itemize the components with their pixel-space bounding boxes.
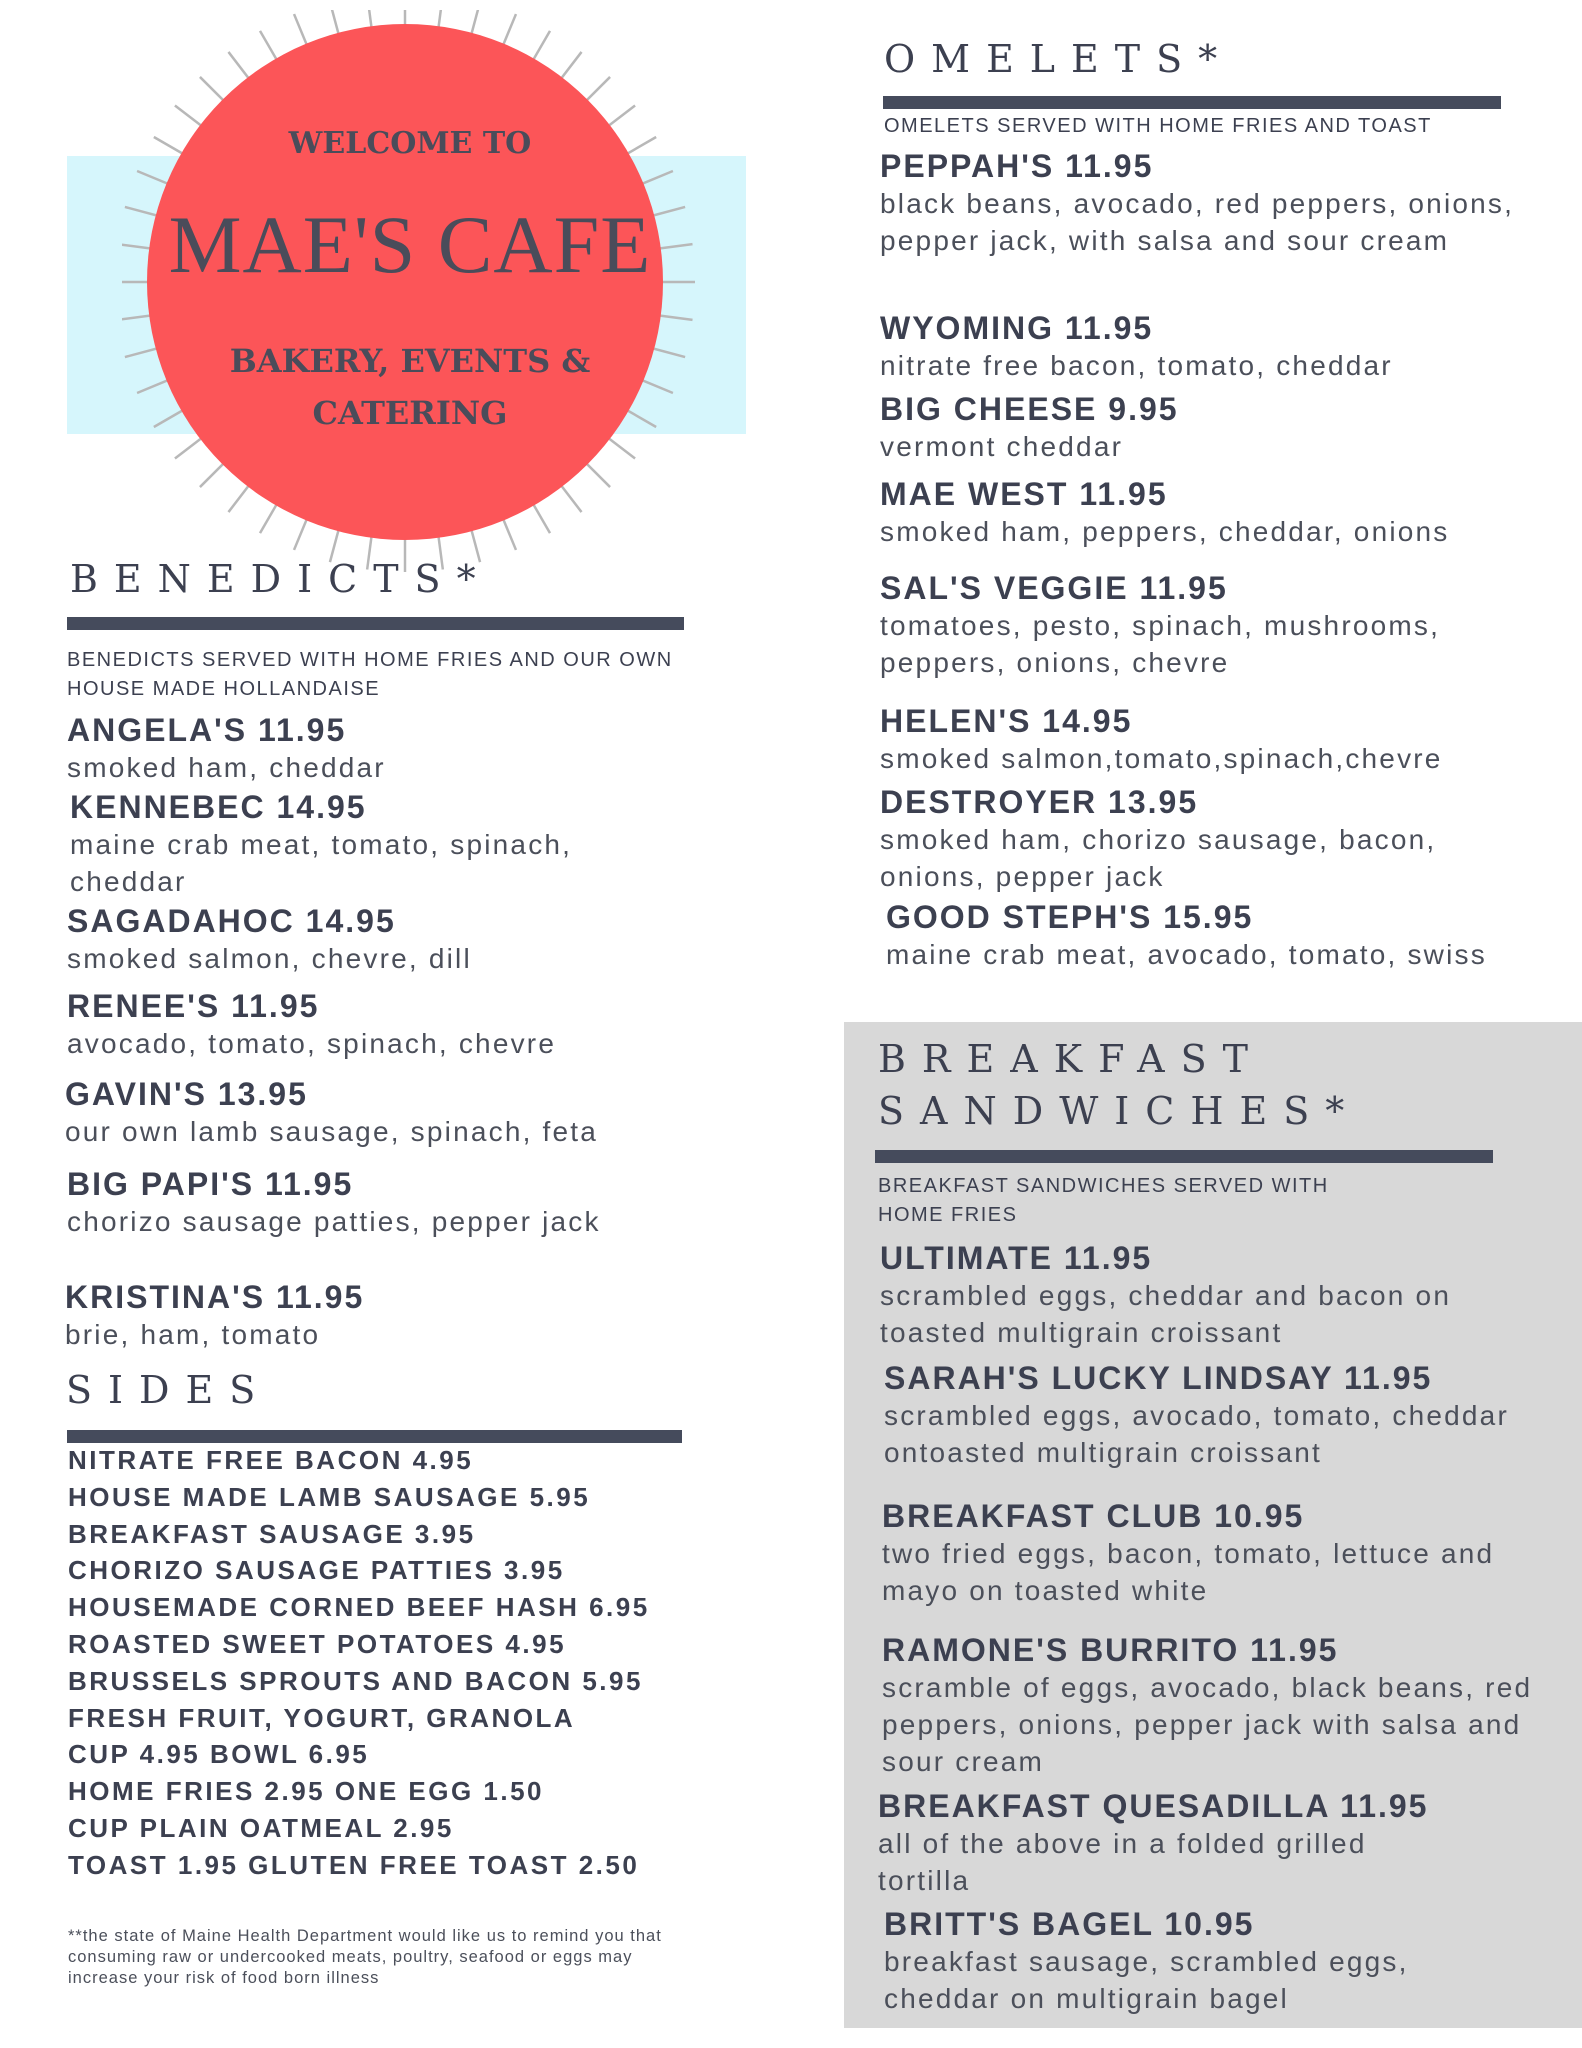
- item-description: smoked salmon,tomato,spinach,chevre: [880, 743, 1443, 774]
- omelets-title: OMELETS*: [884, 37, 1234, 81]
- item-name: WYOMING 11.95: [880, 310, 1154, 346]
- benedicts-title: BENEDICTS*: [70, 557, 492, 601]
- item-name: RAMONE'S BURRITO 11.95: [882, 1632, 1339, 1668]
- menu-item-sals-veggie: [880, 569, 1520, 681]
- menu-item-gavins: [65, 1075, 725, 1150]
- menu-item-sarahs-lucky-lindsay: [884, 1359, 1564, 1471]
- health-footnote: **the state of Maine Health Department would like us to remind you that consuming raw or undercooked meats, poultry, seafood or eggs may increase your risk of food born illness: [68, 1927, 662, 1987]
- menu-item-kennebec: [70, 788, 670, 900]
- logo-subtitle-line1: BAKERY, EVENTS &: [229, 342, 591, 380]
- item-description: breakfast sausage, scrambled eggs, cheddar on multigrain bagel: [884, 1946, 1409, 2014]
- item-name: BIG CHEESE 9.95: [880, 391, 1179, 427]
- sandwiches-divider: [875, 1150, 1493, 1163]
- logo-subtitle-line2: CATERING: [312, 394, 508, 432]
- sides-item: CUP 4.95 BOWL 6.95: [68, 1739, 370, 1770]
- omelets-subtitle: OMELETS SERVED WITH HOME FRIES AND TOAST: [884, 115, 1432, 137]
- item-name: BREAKFAST QUESADILLA 11.95: [878, 1788, 1429, 1824]
- menu-item-peppahs: [880, 147, 1520, 259]
- item-name: MAE WEST 11.95: [880, 476, 1168, 512]
- item-description: scrambled eggs, avocado, tomato, cheddar ontoasted multigrain croissant: [884, 1400, 1509, 1468]
- item-name: GAVIN'S 13.95: [65, 1076, 308, 1112]
- item-name: KRISTINA'S 11.95: [65, 1279, 365, 1315]
- menu-item-breakfast-quesadilla: [878, 1787, 1458, 1899]
- benedicts-divider: [67, 617, 684, 630]
- menu-item-breakfast-club: [882, 1497, 1522, 1609]
- item-description: black beans, avocado, red peppers, onions, pepper jack, with salsa and sour cream: [880, 188, 1515, 256]
- logo-sunburst: [122, 10, 702, 590]
- item-description: brie, ham, tomato: [65, 1319, 321, 1350]
- item-name: SAGADAHOC 14.95: [67, 903, 396, 939]
- item-description: smoked ham, chorizo sausage, bacon, onions, pepper jack: [880, 824, 1437, 892]
- menu-item-ultimate: [880, 1239, 1520, 1351]
- item-name: ANGELA'S 11.95: [67, 712, 347, 748]
- item-name: PEPPAH'S 11.95: [880, 148, 1154, 184]
- menu-item-mae-west: [880, 475, 1540, 550]
- item-description: smoked ham, cheddar: [67, 752, 386, 783]
- benedicts-subtitle: BENEDICTS SERVED WITH HOME FRIES AND OUR OWN HOUSE MADE HOLLANDAISE: [67, 649, 673, 700]
- sides-item: CHORIZO SAUSAGE PATTIES 3.95: [68, 1555, 565, 1586]
- item-name: BREAKFAST CLUB 10.95: [882, 1498, 1305, 1534]
- menu-item-kristinas: [65, 1278, 705, 1353]
- item-description: chorizo sausage patties, pepper jack: [67, 1206, 601, 1237]
- sides-item: HOME FRIES 2.95 ONE EGG 1.50: [68, 1776, 545, 1807]
- sides-item: ROASTED SWEET POTATOES 4.95: [68, 1628, 567, 1659]
- item-name: DESTROYER 13.95: [880, 784, 1199, 820]
- menu-item-wyoming: [880, 309, 1520, 384]
- item-name: SARAH'S LUCKY LINDSAY 11.95: [884, 1360, 1433, 1396]
- item-description: nitrate free bacon, tomato, cheddar: [880, 350, 1393, 381]
- item-description: our own lamb sausage, spinach, feta: [65, 1116, 599, 1147]
- item-description: maine crab meat, avocado, tomato, swiss: [886, 939, 1487, 970]
- item-description: maine crab meat, tomato, spinach, cheddar: [70, 829, 573, 897]
- menu-item-ramones-burrito: [882, 1631, 1542, 1780]
- item-name: GOOD STEPH'S 15.95: [886, 899, 1254, 935]
- menu-item-sagadahoc: [67, 902, 707, 977]
- sandwiches-title-line2: SANDWICHES*: [878, 1089, 1361, 1133]
- item-name: KENNEBEC 14.95: [70, 789, 367, 825]
- sides-item: FRESH FRUIT, YOGURT, GRANOLA: [68, 1702, 576, 1733]
- menu-item-renees: [67, 987, 707, 1062]
- menu-item-destroyer: [880, 783, 1520, 895]
- sides-title: SIDES: [66, 1368, 272, 1412]
- item-description: scrambled eggs, cheddar and bacon on toasted multigrain croissant: [880, 1280, 1452, 1348]
- item-name: SAL'S VEGGIE 11.95: [880, 570, 1228, 606]
- menu-item-good-stephs: [886, 898, 1496, 973]
- sides-item: BRUSSELS SPROUTS AND BACON 5.95: [68, 1665, 643, 1696]
- omelets-divider: [883, 96, 1501, 109]
- sides-item: CUP PLAIN OATMEAL 2.95: [68, 1812, 454, 1843]
- menu-item-big-cheese: [880, 390, 1520, 465]
- item-name: BIG PAPI'S 11.95: [67, 1166, 354, 1202]
- sandwiches-subtitle: BREAKFAST SANDWICHES SERVED WITH HOME FRIES: [878, 1175, 1329, 1226]
- sides-list: [68, 1442, 650, 1884]
- item-description: avocado, tomato, spinach, chevre: [67, 1028, 557, 1059]
- sides-item: NITRATE FREE BACON 4.95: [68, 1445, 474, 1475]
- item-name: ULTIMATE 11.95: [880, 1240, 1153, 1276]
- menu-item-britts-bagel: [884, 1905, 1484, 2017]
- logo-welcome-text: WELCOME TO: [288, 126, 532, 161]
- menu-item-helens: [880, 702, 1540, 777]
- item-name: BRITT'S BAGEL 10.95: [884, 1906, 1255, 1942]
- sides-item: TOAST 1.95 GLUTEN FREE TOAST 2.50: [68, 1849, 640, 1880]
- sides-item: BREAKFAST SAUSAGE 3.95: [68, 1518, 476, 1549]
- item-description: tomatoes, pesto, spinach, mushrooms, peppers, onions, chevre: [880, 610, 1441, 678]
- item-description: all of the above in a folded grilled tortilla: [878, 1828, 1367, 1896]
- logo-cafe-name: MAE'S CAFE: [168, 199, 652, 290]
- item-description: scramble of eggs, avocado, black beans, red peppers, onions, pepper jack with salsa and sour cream: [882, 1672, 1533, 1777]
- item-description: two fried eggs, bacon, tomato, lettuce and mayo on toasted white: [882, 1538, 1495, 1606]
- item-description: vermont cheddar: [880, 431, 1124, 462]
- item-name: HELEN'S 14.95: [880, 703, 1133, 739]
- item-name: RENEE'S 11.95: [67, 988, 320, 1024]
- sides-item: HOUSE MADE LAMB SAUSAGE 5.95: [68, 1481, 591, 1512]
- menu-item-angelas: [67, 711, 707, 786]
- sandwiches-title-line1: BREAKFAST: [878, 1037, 1264, 1081]
- item-description: smoked salmon, chevre, dill: [67, 943, 472, 974]
- sides-item: HOUSEMADE CORNED BEEF HASH 6.95: [68, 1592, 650, 1623]
- item-description: smoked ham, peppers, cheddar, onions: [880, 516, 1450, 547]
- menu-item-big-papis: [67, 1165, 727, 1240]
